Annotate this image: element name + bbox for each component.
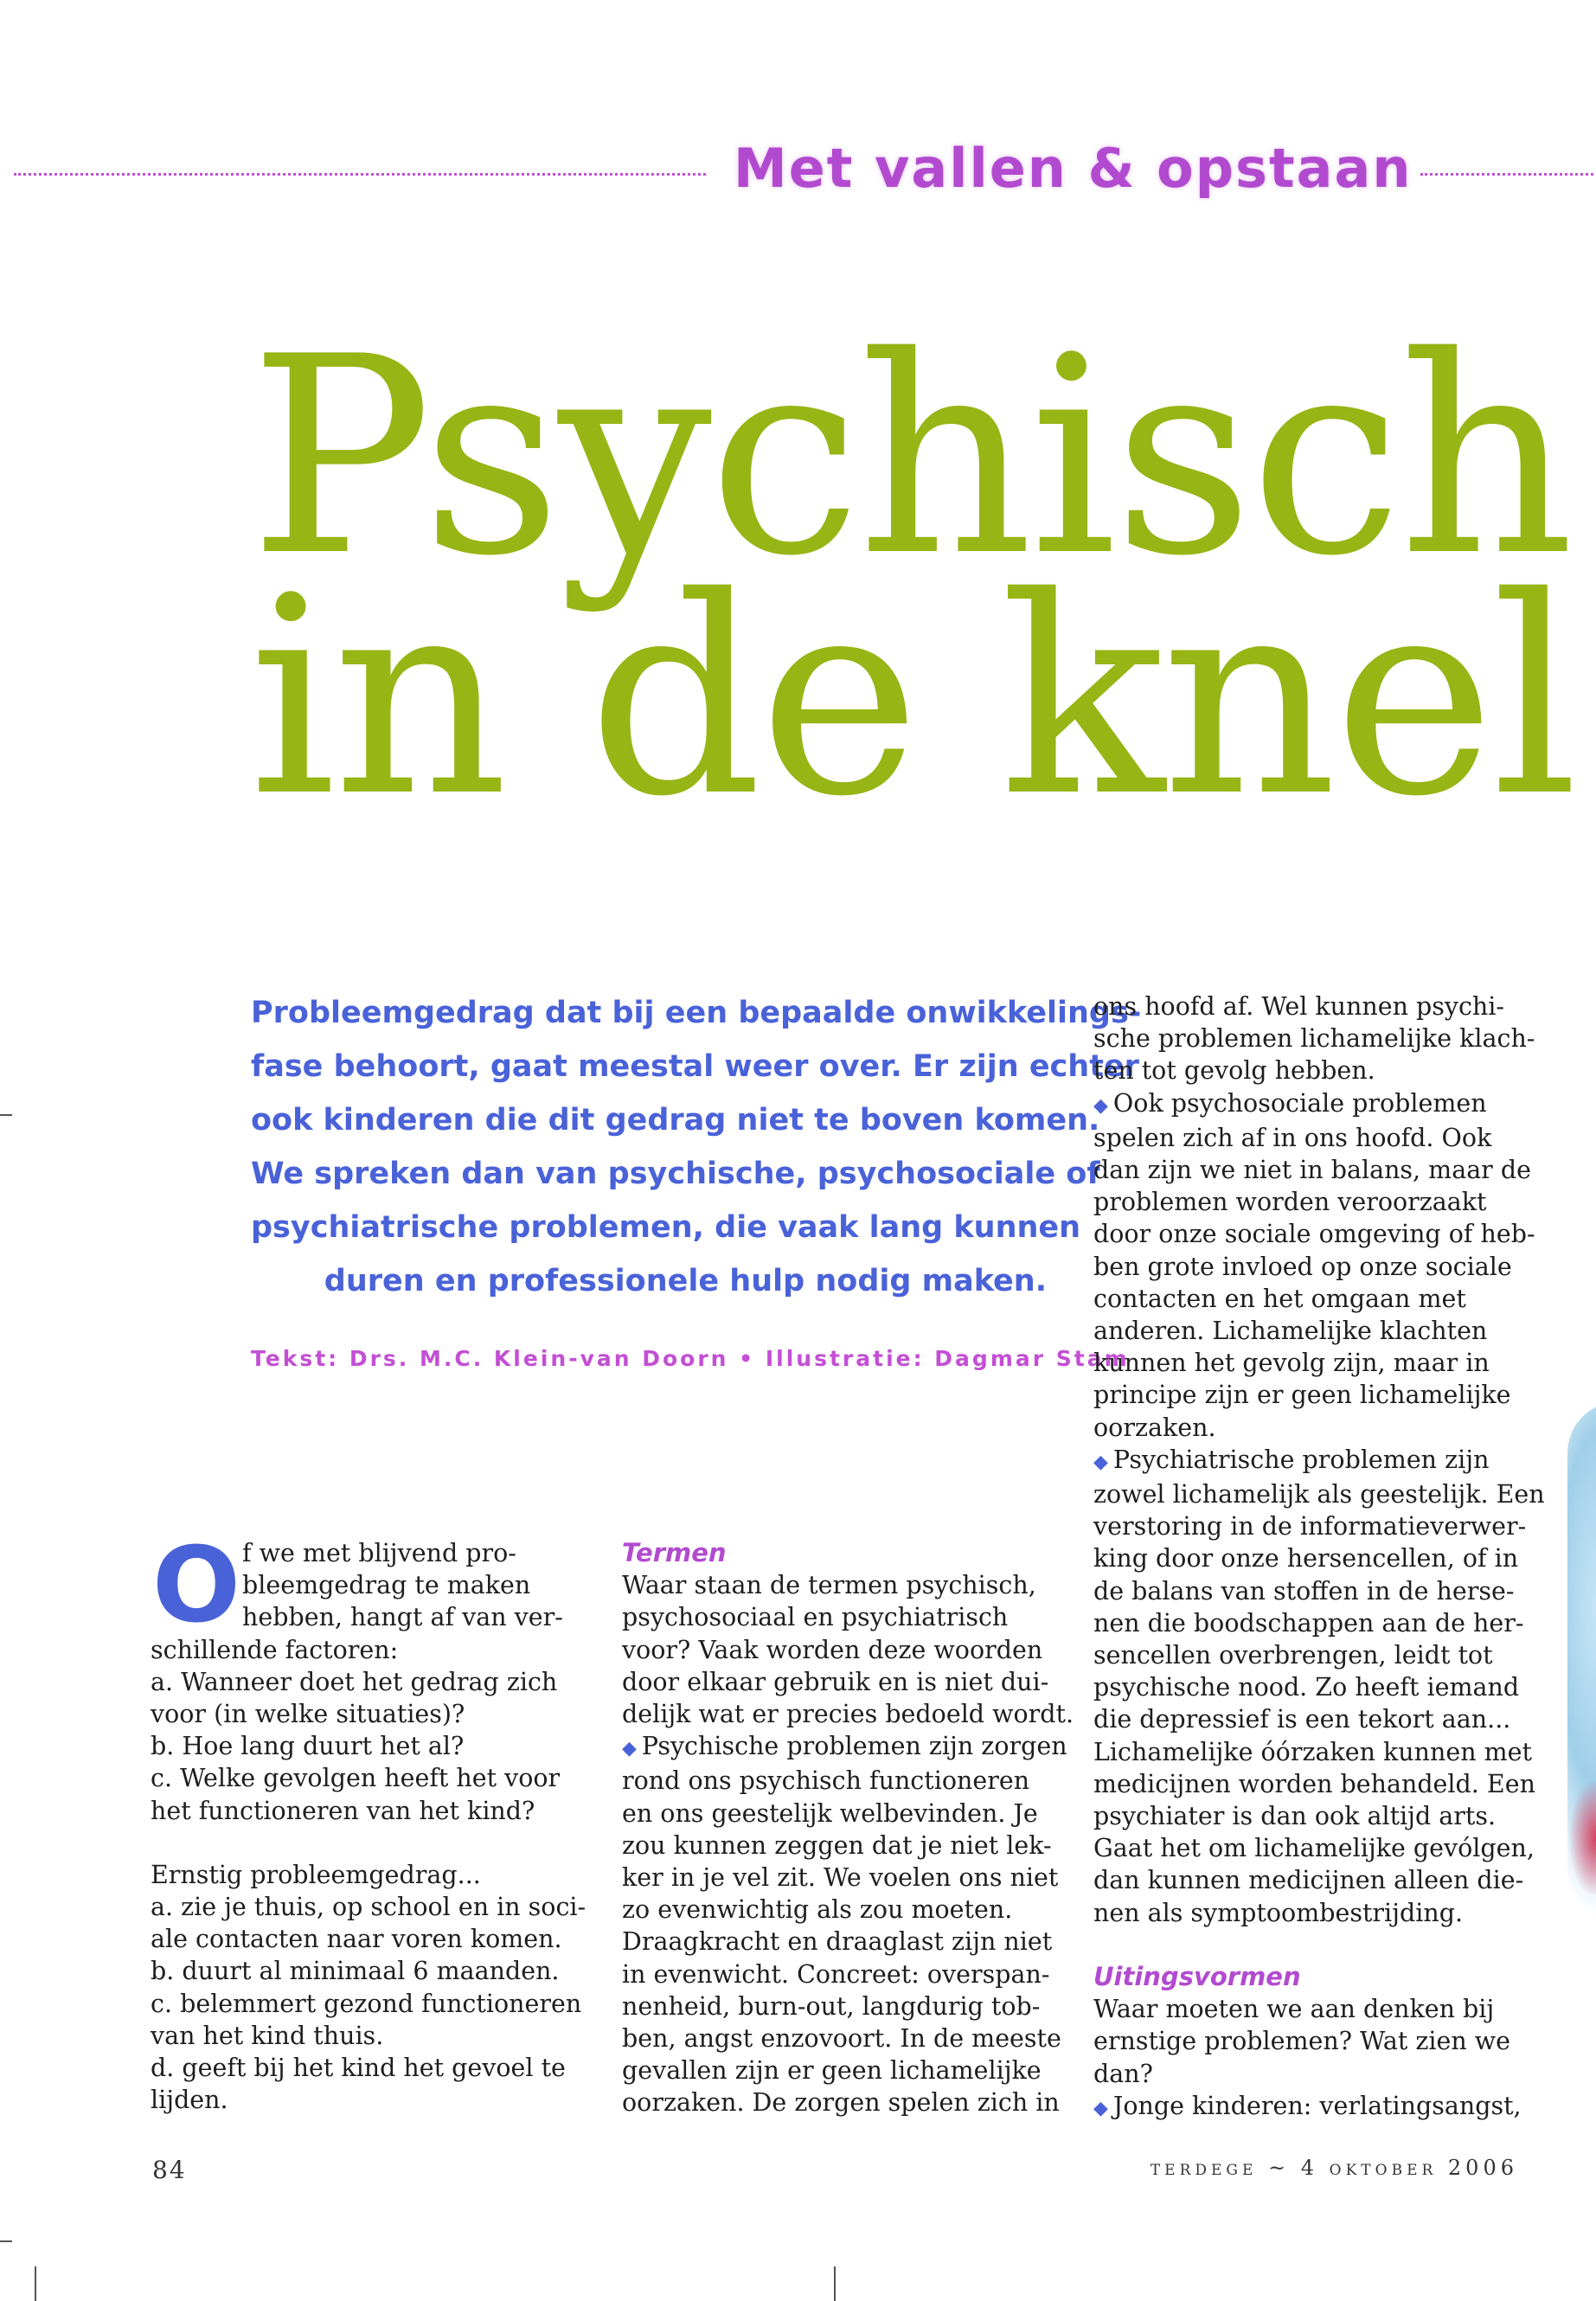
body-line: b. duurt al minimaal 6 maanden. — [151, 1957, 560, 1986]
watercolor-illustration-accent — [1570, 1782, 1596, 1894]
header-rule-right — [1420, 173, 1593, 176]
body-line: c. belemmert gezond functioneren — [151, 1989, 582, 2018]
body-line: problemen worden veroorzaakt — [1093, 1188, 1487, 1217]
body-line: ten tot gevolg hebben. — [1093, 1056, 1375, 1086]
body-line: b. Hoe lang duurt het al? — [151, 1732, 465, 1761]
body-line: schillende factoren: — [151, 1635, 399, 1664]
body-line: gevallen zijn er geen lichamelijke — [622, 2056, 1042, 2086]
crop-mark — [35, 2266, 36, 2301]
body-line: voor? Vaak worden deze woorden — [622, 1635, 1043, 1664]
headline-line-2: in de knel — [249, 540, 1575, 856]
intro-line: duren en professionele hulp nodig maken. — [324, 1264, 1047, 1298]
body-line: bleemgedrag te maken — [242, 1571, 531, 1600]
crop-mark — [834, 2266, 836, 2301]
bullet-line — [1093, 2090, 1526, 2125]
crop-mark — [0, 1114, 12, 1116]
body-line: ale contacten naar voren komen. — [151, 1925, 562, 1954]
page-number: 84 — [152, 2156, 187, 2184]
body-line: delijk wat er precies bedoeld wordt. — [622, 1700, 1074, 1729]
body-line: lijden. — [151, 2086, 228, 2115]
body-line: voor (in welke situaties)? — [151, 1700, 465, 1729]
intro-line: psychiatrische problemen, die vaak lang kunnen — [251, 1210, 1081, 1245]
body-line: sche problemen lichamelijke klach- — [1093, 1024, 1535, 1054]
intro-line: We spreken dan van psychische, psychosociale of — [251, 1157, 1100, 1191]
diamond-bullet-icon: ◆ — [1093, 1451, 1108, 1473]
body-line: nen als symptoombestrijding. — [1093, 1898, 1463, 1927]
body-line: Draagkracht en draaglast zijn niet — [622, 1927, 1053, 1957]
body-line: oorzaken. — [1093, 1413, 1216, 1442]
drop-cap: O — [152, 1526, 241, 1646]
body-line: psychiater is dan ook altijd arts. — [1093, 1802, 1497, 1831]
crop-mark — [0, 2240, 12, 2242]
body-line: anderen. Lichamelijke klachten — [1093, 1317, 1488, 1346]
paragraph-gap — [151, 1827, 583, 1859]
body-line: psychosociaal en psychiatrisch — [622, 1603, 1009, 1632]
bullet-text: Jonge kinderen: verlatingsangst, — [1112, 2091, 1522, 2120]
body-line: ker in je vel zit. We voelen ons niet — [622, 1863, 1059, 1893]
body-line: in evenwicht. Concreet: overspan- — [622, 1959, 1050, 1989]
body-line: psychische nood. Zo heeft iemand — [1093, 1673, 1520, 1702]
bullet-text: Ook psychosociale problemen — [1112, 1088, 1487, 1118]
body-line: dan zijn we niet in balans, maar de — [1093, 1156, 1531, 1185]
section-title: Met vallen & opstaan — [734, 137, 1413, 200]
body-line: en ons geestelijk welbevinden. Je — [622, 1798, 1038, 1828]
bullet-text: Psychiatrische problemen zijn — [1112, 1445, 1490, 1474]
body-line: rond ons psychisch functioneren — [622, 1766, 1030, 1796]
body-line: ons hoofd af. Wel kunnen psychi- — [1093, 992, 1505, 1021]
intro-line: ook kinderen die dit gedrag niet te boven komen. — [251, 1103, 1100, 1138]
body-line: hebben, hangt af van ver- — [242, 1603, 563, 1632]
body-line: medicijnen worden behandeld. Een — [1093, 1769, 1535, 1798]
bullet-line — [1093, 1087, 1526, 1122]
body-line: van het kind thuis. — [151, 2021, 384, 2050]
diamond-bullet-icon: ◆ — [1093, 1094, 1108, 1117]
body-line: dan? — [1093, 2059, 1153, 2088]
headline-line-1: Psychisch — [249, 299, 1572, 616]
body-line: zo evenwichtig als zou moeten. — [622, 1895, 1013, 1925]
body-line: Lichamelijke óórzaken kunnen met — [1093, 1737, 1532, 1766]
body-line: king door onze hersencellen, of in — [1093, 1544, 1519, 1574]
body-line: verstoring in de informatieverwer- — [1093, 1512, 1527, 1541]
body-line: nenheid, burn-out, langdurig tob- — [622, 1991, 1041, 2021]
bullet-text: Psychische problemen zijn zorgen — [641, 1732, 1067, 1761]
body-line: ernstige problemen? Wat zien we — [1093, 2027, 1511, 2056]
body-line: door elkaar gebruik en is niet dui- — [622, 1667, 1049, 1696]
body-line: door onze sociale omgeving of heb- — [1093, 1220, 1535, 1249]
body-line: a. zie je thuis, op school en in soci- — [151, 1893, 586, 1922]
column-1 — [151, 1526, 586, 2116]
body-line: a. Wanneer doet het gedrag zich — [151, 1667, 558, 1696]
credits-line: Tekst: Drs. M.C. Klein-van Doorn • Illustratie: Dagmar Stam — [251, 1346, 1130, 1371]
body-line: spelen zich af in ons hoofd. Ook — [1093, 1123, 1492, 1152]
subhead-termen: Termen — [622, 1538, 727, 1567]
body-line: Waar moeten we aan denken bij — [1093, 1995, 1495, 2024]
column-3 — [1093, 990, 1545, 2125]
body-line: ben grote invloed op onze sociale — [1093, 1252, 1512, 1281]
intro-paragraph — [251, 986, 1142, 1308]
body-line: Waar staan de termen psychisch, — [622, 1571, 1036, 1600]
body-line: principe zijn er geen lichamelijke — [1093, 1381, 1511, 1410]
body-line: f we met blijvend pro- — [242, 1539, 516, 1567]
bullet-line — [1093, 1444, 1526, 1478]
intro-line: Probleemgedrag dat bij een bepaalde onwikkelings- — [251, 996, 1142, 1030]
column-2 — [622, 1537, 1074, 2119]
intro-line: fase behoort, gaat meestal weer over. Er zijn echter — [251, 1049, 1139, 1084]
diamond-bullet-icon: ◆ — [1093, 2097, 1108, 2119]
body-line: het functioneren van het kind? — [151, 1796, 535, 1825]
body-line: Gaat het om lichamelijke gevólgen, — [1093, 1834, 1535, 1863]
body-line: zowel lichamelijk als geestelijk. Een — [1093, 1480, 1545, 1509]
bullet-line — [622, 1730, 1067, 1765]
body-line: kunnen het gevolg zijn, maar in — [1093, 1349, 1490, 1378]
publication-line: terdege ~ 4 oktober 2006 — [1150, 2156, 1518, 2180]
paragraph-gap — [1093, 1929, 1526, 1961]
body-line: dan kunnen medicijnen alleen die- — [1093, 1866, 1524, 1895]
body-line: nen die boodschappen aan de her- — [1093, 1608, 1524, 1638]
subhead-uitingsvormen: Uitingsvormen — [1093, 1961, 1301, 1991]
body-line: sencellen overbrengen, leidt tot — [1093, 1641, 1493, 1670]
body-line: oorzaken. De zorgen spelen zich in — [622, 2088, 1060, 2118]
header-rule-left — [14, 173, 706, 176]
body-line: c. Welke gevolgen heeft het voor — [151, 1764, 561, 1793]
body-line: de balans van stoffen in de herse- — [1093, 1576, 1515, 1606]
body-line: contacten en het omgaan met — [1093, 1284, 1466, 1313]
body-line: Ernstig probleemgedrag... — [151, 1860, 481, 1889]
body-line: zou kunnen zeggen dat je niet lek- — [622, 1830, 1052, 1860]
body-line: die depressief is een tekort aan... — [1093, 1705, 1511, 1734]
body-line: ben, angst enzovoort. In de meeste — [622, 2024, 1061, 2054]
body-line: d. geeft bij het kind het gevoel te — [151, 2054, 566, 2083]
diamond-bullet-icon: ◆ — [622, 1738, 637, 1760]
